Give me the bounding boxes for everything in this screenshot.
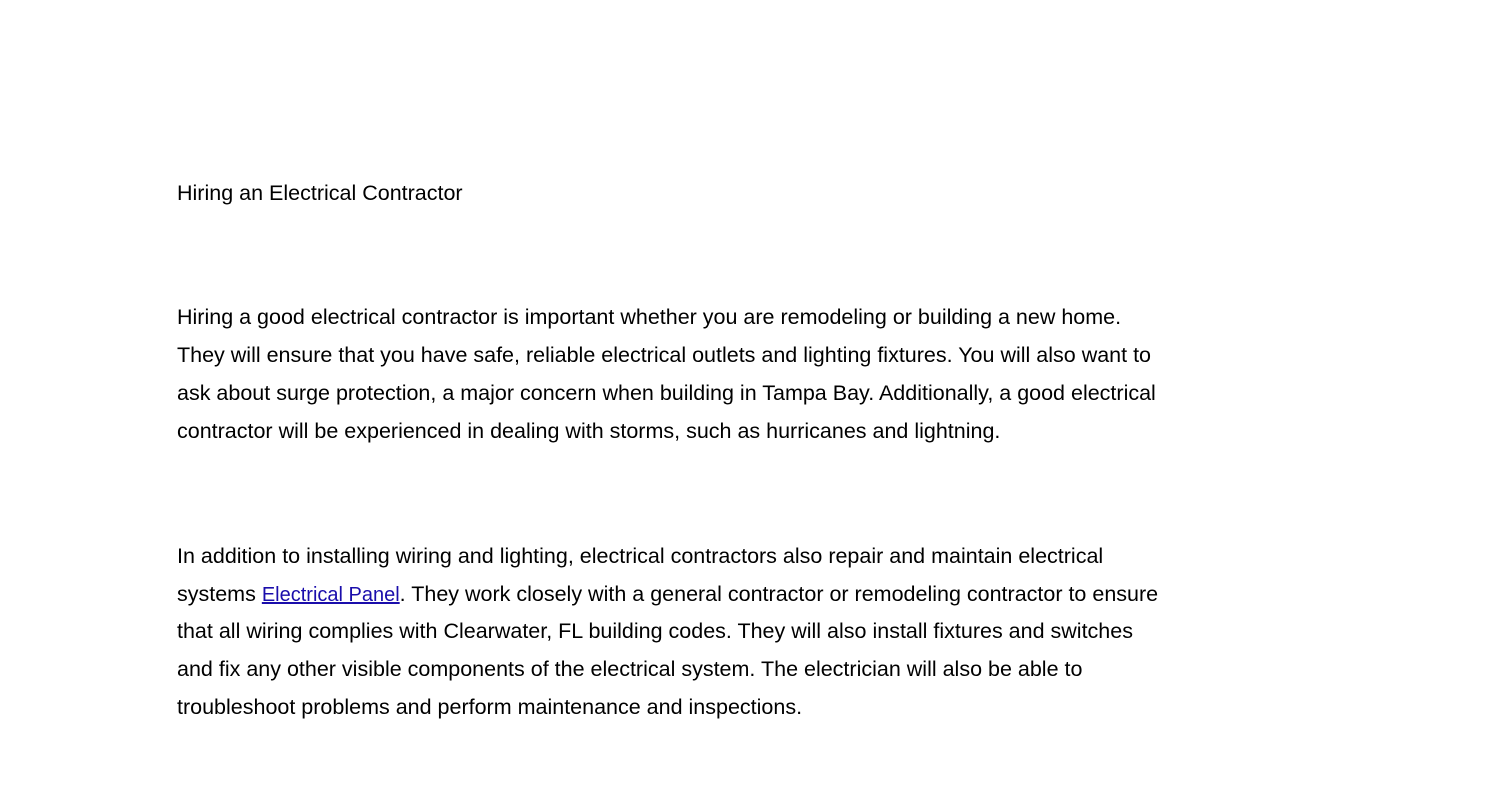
paragraph-line: They will ensure that you have safe, reliable electrical outlets and lighting fixtures. You will also want to <box>177 343 1152 367</box>
text: . They work closely with a general contractor or remodeling contractor to ensure <box>399 582 1159 606</box>
text: systems <box>177 582 262 606</box>
paragraph-line: and fix any other visible components of the electrical system. The electrician will also be able to <box>177 657 1083 681</box>
electrical-panel-link[interactable]: Electrical Panel <box>261 584 400 606</box>
paragraph-line: In addition to installing wiring and lighting, electrical contractors also repair and maintain electrical <box>177 544 1104 568</box>
paragraph-line: ask about surge protection, a major concern when building in Tampa Bay. Additionally, a good electrical <box>177 381 1156 405</box>
paragraph-line: that all wiring complies with Clearwater, FL building codes. They will also install fixtures and switches <box>177 619 1133 643</box>
document-title: Hiring an Electrical Contractor <box>177 181 463 205</box>
paragraph-line: contractor will be experienced in dealing with storms, such as hurricanes and lightning. <box>177 419 1001 443</box>
paragraph-line: troubleshoot problems and perform maintenance and inspections. <box>177 695 803 719</box>
paragraph-line: Hiring a good electrical contractor is important whether you are remodeling or building a new home. <box>177 305 1122 329</box>
paragraph-line <box>177 575 1158 613</box>
